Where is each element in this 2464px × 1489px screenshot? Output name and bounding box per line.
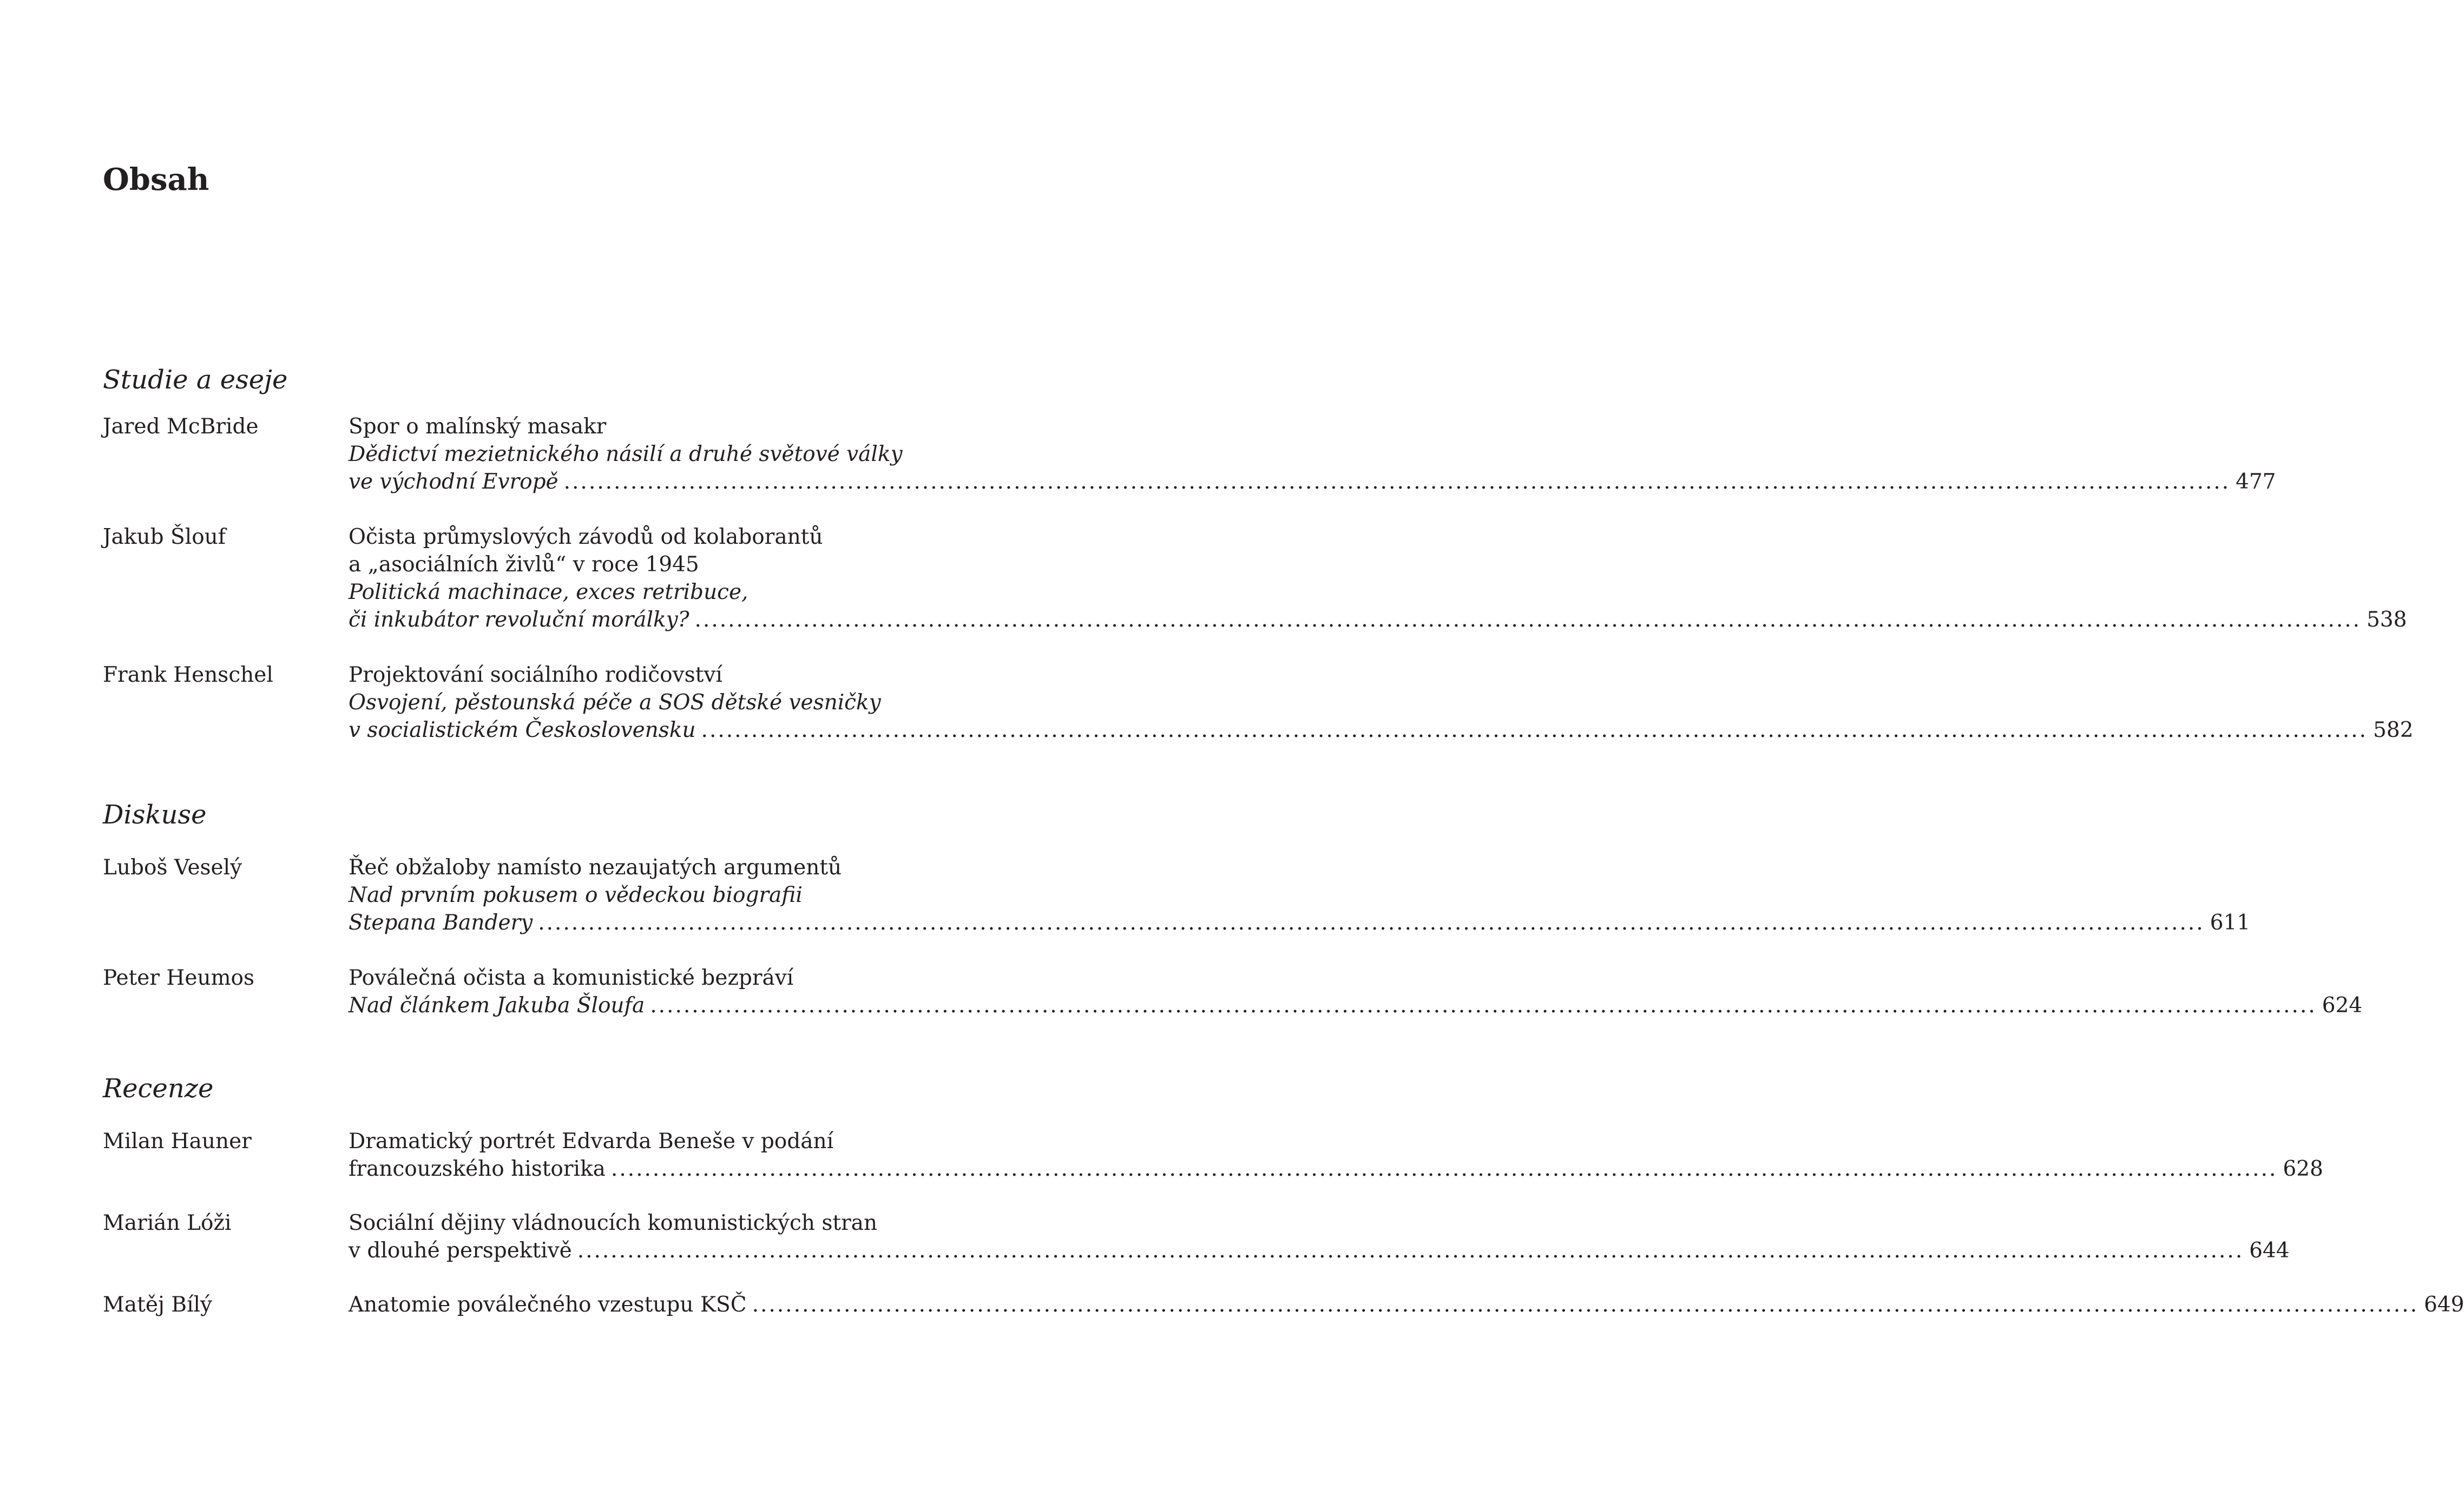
dot-leader: ........................................................................................................................................................................................................ bbox=[577, 1238, 2244, 1263]
entry-subtitle: Dědictví mezietnického násilí a druhé světové války bbox=[349, 442, 903, 466]
section-heading: Diskuse bbox=[103, 800, 207, 830]
toc-entry bbox=[103, 1128, 2323, 1183]
entry-last-line bbox=[349, 468, 2276, 496]
section-studie bbox=[103, 364, 2414, 744]
entry-last-line bbox=[349, 909, 2251, 937]
entry-work bbox=[349, 854, 2251, 937]
toc-entry bbox=[103, 1209, 2290, 1264]
page-number: 644 bbox=[2249, 1238, 2290, 1263]
dot-leader: ........................................................................................................................................................................................................ bbox=[610, 1157, 2278, 1181]
entry-tail: Anatomie poválečného vzestupu KSČ bbox=[349, 1293, 747, 1317]
page-number: 538 bbox=[2366, 608, 2407, 632]
page-title: Obsah bbox=[103, 162, 209, 197]
section-recenze bbox=[103, 1073, 2464, 1319]
entry-title: Projektování sociálního rodičovství bbox=[349, 663, 722, 687]
dot-leader: ........................................................................................................................................................................................................ bbox=[563, 470, 2231, 494]
page-number: 624 bbox=[2322, 993, 2363, 1018]
entry-subtitle: Nad prvním pokusem o vědeckou biografii bbox=[349, 883, 803, 907]
entry-work bbox=[349, 1291, 2464, 1319]
entry-subtitle: Osvojení, pěstounská péče a SOS dětské vesničky bbox=[349, 690, 881, 715]
entry-last-line bbox=[349, 1237, 2290, 1264]
entry-work bbox=[349, 523, 2407, 634]
toc-entry bbox=[103, 964, 2363, 1019]
toc-entry bbox=[103, 854, 2251, 937]
dot-leader: ........................................................................................................................................................................................................ bbox=[650, 993, 2317, 1018]
toc-entry bbox=[103, 1291, 2464, 1319]
entry-author: Jared McBride bbox=[103, 414, 259, 439]
entry-title: Dramatický portrét Edvarda Beneše v podání bbox=[349, 1129, 834, 1154]
entry-tail: či inkubátor revoluční morálky? bbox=[349, 608, 689, 632]
entry-work bbox=[349, 661, 2414, 744]
entry-author: Jakub Šlouf bbox=[103, 525, 226, 549]
page-number: 649 bbox=[2423, 1293, 2464, 1317]
toc-entry bbox=[103, 523, 2407, 634]
entry-author: Luboš Veselý bbox=[103, 855, 242, 880]
entry-author: Frank Henschel bbox=[103, 663, 273, 687]
entry-title: Spor o malínský masakr bbox=[349, 414, 607, 439]
dot-leader: ........................................................................................................................................................................................................ bbox=[694, 608, 2361, 632]
entry-last-line bbox=[349, 992, 2363, 1019]
page-number: 611 bbox=[2210, 911, 2251, 935]
entry-title: Řeč obžaloby namísto nezaujatých argumentů bbox=[349, 855, 842, 880]
entry-title: Očista průmyslových závodů od kolaborantů bbox=[349, 525, 823, 549]
page-number: 477 bbox=[2236, 470, 2276, 494]
entry-author: Marián Lóži bbox=[103, 1211, 232, 1235]
page-number: 582 bbox=[2373, 718, 2414, 742]
entry-tail: v socialistickém Československu bbox=[349, 718, 696, 742]
entry-title-continued: a „asociálních živlů“ v roce 1945 bbox=[349, 552, 699, 577]
entry-last-line bbox=[349, 606, 2407, 634]
dot-leader: ........................................................................................................................................................................................................ bbox=[538, 911, 2205, 935]
entry-tail: Stepana Bandery bbox=[349, 911, 533, 935]
page-number: 628 bbox=[2283, 1157, 2323, 1181]
section-heading: Studie a eseje bbox=[103, 365, 288, 395]
entry-author: Peter Heumos bbox=[103, 966, 255, 990]
toc-entry bbox=[103, 661, 2414, 744]
entry-last-line bbox=[349, 716, 2414, 744]
entry-work bbox=[349, 413, 2276, 496]
entry-last-line bbox=[349, 1291, 2464, 1319]
entry-work bbox=[349, 1128, 2323, 1183]
entry-title: Sociální dějiny vládnoucích komunistických stran bbox=[349, 1211, 878, 1235]
dot-leader: ........................................................................................................................................................................................................ bbox=[701, 718, 2368, 742]
section-diskuse bbox=[103, 799, 2363, 1019]
entry-work bbox=[349, 964, 2363, 1019]
entry-author: Milan Hauner bbox=[103, 1129, 252, 1154]
entry-subtitle: Politická machinace, exces retribuce, bbox=[349, 580, 748, 604]
entry-tail: Nad článkem Jakuba Šloufa bbox=[349, 993, 645, 1018]
entry-title: Poválečná očista a komunistické bezpráví bbox=[349, 966, 794, 990]
entry-last-line bbox=[349, 1155, 2323, 1183]
section-heading: Recenze bbox=[103, 1073, 214, 1104]
entry-tail: ve východní Evropě bbox=[349, 470, 558, 494]
dot-leader: ........................................................................................................................................................................................................ bbox=[752, 1293, 2419, 1317]
toc-entry bbox=[103, 413, 2276, 496]
entry-work bbox=[349, 1209, 2290, 1264]
entry-tail: francouzského historika bbox=[349, 1157, 606, 1181]
entry-tail: v dlouhé perspektivě bbox=[349, 1238, 572, 1263]
entry-author: Matěj Bílý bbox=[103, 1293, 213, 1317]
